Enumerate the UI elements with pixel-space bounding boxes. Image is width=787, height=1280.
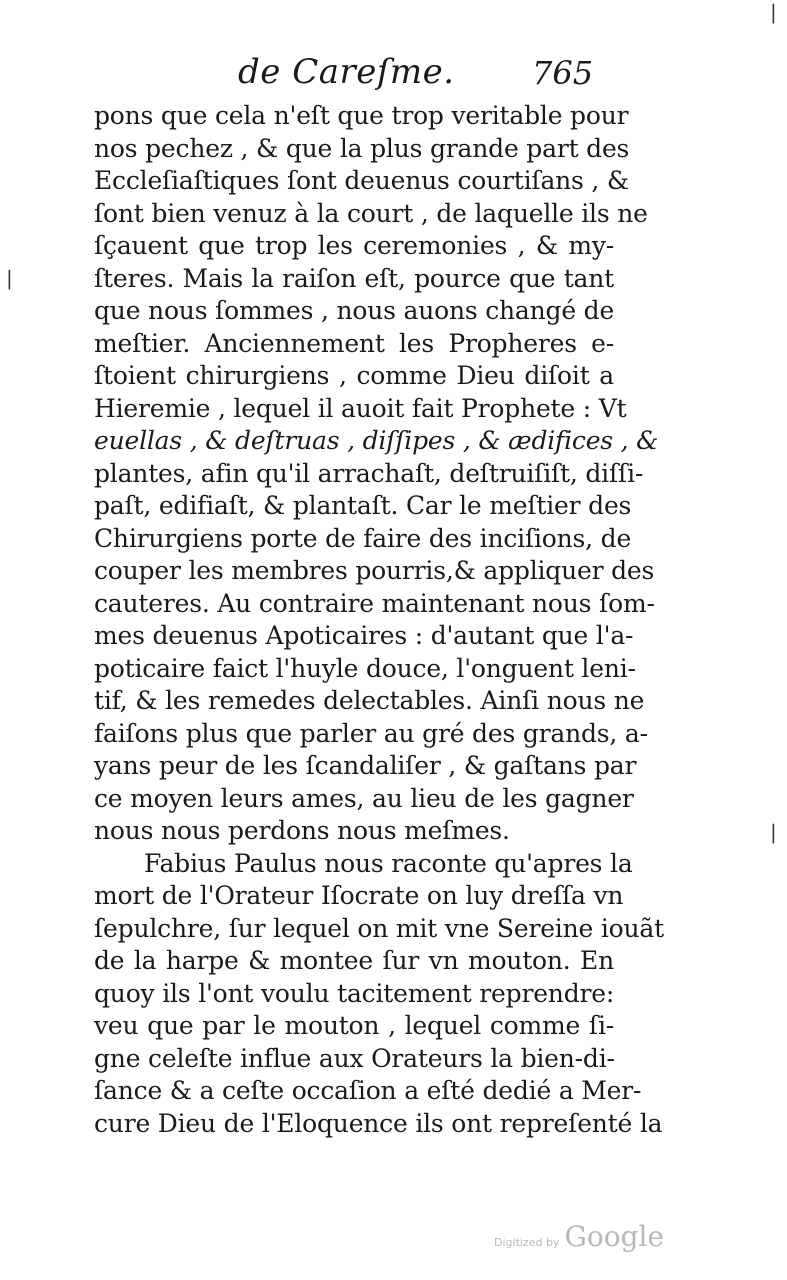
text-line: cauteres. Au contraire maintenant nous ſom- [94,588,655,618]
text-line: paſt, edifiaſt, & plantaſt. Car le meſtier des [94,491,632,520]
text-line: tif, & les remedes delectables. Ainſi nous ne [94,686,645,715]
text-line: nos pechez , & que la plus grande part des [94,133,630,163]
text-line: quoy ils l'ont voulu tacitement reprendre: [94,978,615,1008]
text-line: nous nous perdons nous meſmes. [94,816,510,845]
text-line: gne celeſte influe aux Orateurs la bien-di- [94,1043,615,1073]
text-line: faiſons plus que parler au gré des grands, a- [94,718,648,748]
running-title: de Careſme. [238,52,455,92]
text-line: que nous ſommes , nous auons changé de [94,296,615,325]
margin-mark-top: | [770,0,777,24]
text-line: ſteres. Mais la raiſon eſt, pource que tant [94,263,614,293]
text-line: mort de l'Orateur Iſocrate on luy dreſſa vn [94,881,624,910]
text-line: pons que cela n'eſt que trop veritable pour [94,101,629,130]
text-line: poticaire faict l'huyle douce, l'onguent leni- [94,653,636,683]
margin-mark-left: | [6,266,13,290]
text-line: ce moyen leurs ames, au lieu de les gagner [94,783,634,813]
text-line: ſont bien venuz à la court , de laquelle ils ne [94,198,648,228]
digitized-watermark [494,1220,664,1253]
google-logo: Google [564,1220,665,1253]
text-line: plantes, afin qu'il arrachaſt, deſtruiſiſt, diſſi- [94,458,644,488]
margin-mark-right: | [770,820,777,844]
text-line: de la harpe & montee ſur vn mouton. En [94,946,614,975]
text-line: yans peur de les ſcandaliſer , & gaſtans par [94,751,637,780]
latin-quote-line: euellas , & deſtruas , diſſipes , & ædifices , & [94,426,659,455]
text-line: ſepulchre, ſur lequel on mit vne Sereine iouãt [94,913,664,943]
text-line: cure Dieu de l'Eloquence ils ont repreſenté la [94,1108,663,1138]
text-line: Hieremie , lequel il auoit fait Prophete : Vt [94,393,627,423]
paragraph-start-line: Fabius Paulus nous raconte qu'apres la [144,848,633,878]
text-line: Eccleſiaſtiques ſont deuenus courtiſans , & [94,166,629,195]
text-line: mes deuenus Apoticaires : d'autant que l'a- [94,621,634,650]
text-line: ſçauent que trop les ceremonies , & my- [94,231,614,260]
text-line: Chirurgiens porte de faire des inciſions, de [94,523,632,553]
text-line: ſtoient chirurgiens , comme Dieu diſoit a [94,361,614,390]
text-line: meſtier. Anciennement les Propheres e- [94,328,614,358]
text-line: couper les membres pourris,& appliquer des [94,556,655,585]
page-number: 765 [532,54,594,92]
text-line: veu que par le mouton , lequel comme ſi- [94,1011,614,1040]
body-text [94,100,664,1140]
watermark-prefix: Digitized by [494,1236,560,1249]
text-line: ſance & a ceſte occaſion a eſté dedié a Mer- [94,1076,642,1105]
